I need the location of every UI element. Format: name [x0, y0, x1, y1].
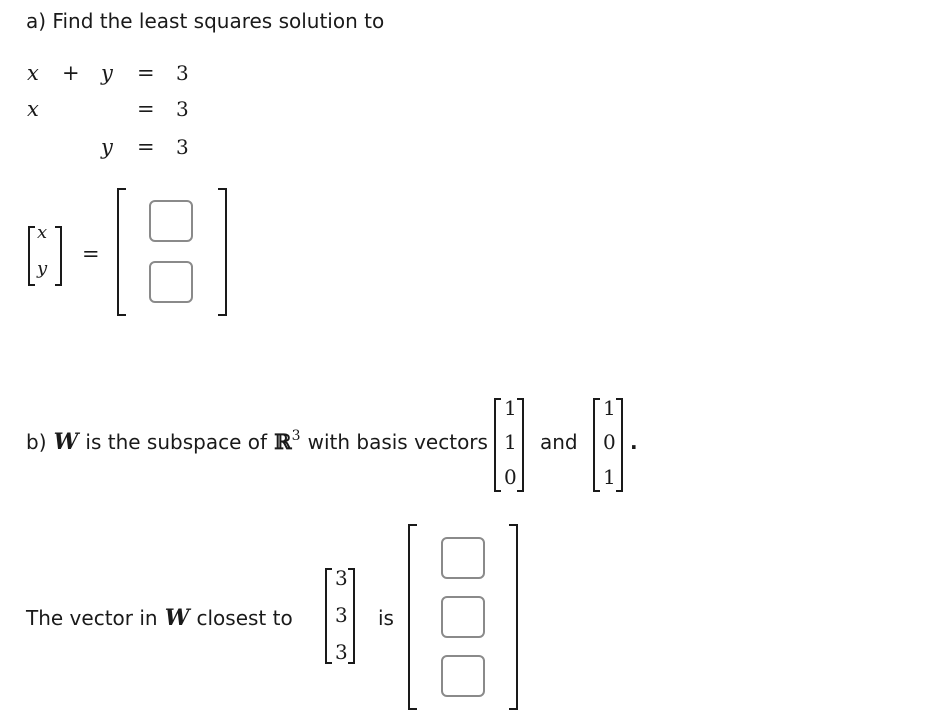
- basis1-entry-2: 1: [504, 430, 517, 454]
- answer-a-left-bracket: [117, 188, 126, 316]
- eq3-y: y: [101, 135, 113, 159]
- vector-equals-sign: =: [82, 242, 100, 266]
- eq3-rhs: 3: [176, 135, 189, 159]
- basis1-entry-3: 0: [504, 465, 517, 489]
- basis2-entry-1: 1: [603, 396, 616, 420]
- lhs-x: x: [37, 222, 48, 243]
- basis1-entry-1: 1: [504, 396, 517, 420]
- eq1-x: x: [27, 61, 39, 85]
- answer-b-field-3[interactable]: [441, 655, 485, 697]
- answer-a-right-bracket: [218, 188, 227, 316]
- eq1-rhs: 3: [176, 61, 189, 85]
- answer-b-right-bracket: [509, 524, 518, 710]
- basis2-entry-2: 0: [603, 430, 616, 454]
- is-label: is: [378, 606, 394, 630]
- eq2-rhs: 3: [176, 97, 189, 121]
- part-b-label: b): [26, 430, 47, 454]
- part-a-prompt: a) Find the least squares solution to: [26, 9, 385, 33]
- symbol-exponent: 3: [291, 428, 301, 444]
- eq1-equals: =: [137, 61, 155, 85]
- eq1-y: y: [101, 61, 113, 85]
- eq1-plus: +: [62, 61, 80, 85]
- question-text-prefix: The vector in: [26, 606, 158, 630]
- symbol-w: W: [53, 429, 79, 455]
- lhs-right-bracket: [55, 226, 62, 286]
- eq2-x: x: [27, 97, 39, 121]
- answer-b-field-1[interactable]: [441, 537, 485, 579]
- and-label: and: [540, 430, 578, 454]
- answer-b-field-2[interactable]: [441, 596, 485, 638]
- basis1-right-bracket: [517, 398, 524, 492]
- target-right-bracket: [348, 568, 355, 664]
- answer-a-field-2[interactable]: [149, 261, 193, 303]
- basis1-left-bracket: [494, 398, 501, 492]
- part-b-text-subspace: is the subspace of: [85, 430, 268, 454]
- target-entry-2: 3: [335, 603, 348, 627]
- basis2-right-bracket: [616, 398, 623, 492]
- question-text-middle: closest to: [196, 606, 293, 630]
- part-b-prompt: [26, 428, 488, 455]
- target-entry-3: 3: [335, 640, 348, 664]
- target-left-bracket: [325, 568, 332, 664]
- basis2-left-bracket: [593, 398, 600, 492]
- question-symbol-w: W: [164, 605, 190, 631]
- lhs-left-bracket: [28, 226, 35, 286]
- part-b-text-basis: with basis vectors: [307, 430, 488, 454]
- lhs-y: y: [37, 258, 48, 279]
- period: .: [630, 430, 638, 454]
- target-entry-1: 3: [335, 566, 348, 590]
- part-b-question: [26, 605, 293, 631]
- symbol-reals: ℝ: [274, 429, 292, 454]
- eq3-equals: =: [137, 135, 155, 159]
- eq2-equals: =: [137, 97, 155, 121]
- answer-b-left-bracket: [408, 524, 417, 710]
- answer-a-field-1[interactable]: [149, 200, 193, 242]
- basis2-entry-3: 1: [603, 465, 616, 489]
